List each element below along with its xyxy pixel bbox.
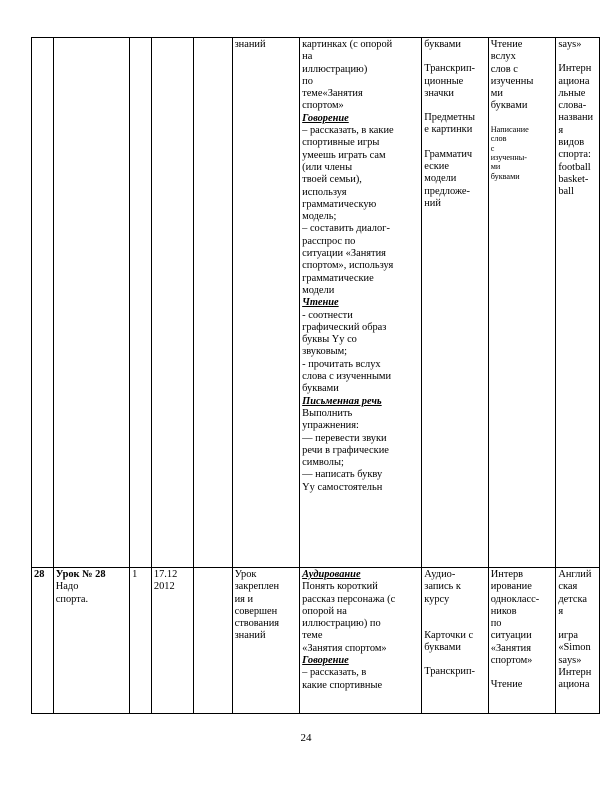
text-line: (или члены: [302, 161, 353, 173]
text-line: ия и: [234, 593, 254, 605]
extra-cell: [556, 38, 600, 568]
text-line: грамматическую: [302, 198, 377, 210]
text-line: картинках (с опорой: [302, 39, 393, 50]
text-line: Аудио-: [424, 569, 456, 580]
text-line: ми: [490, 162, 501, 172]
text-line: е картинки: [424, 124, 473, 136]
text-line: слова с изученными: [302, 371, 392, 383]
lesson-form-cell: [232, 568, 300, 714]
text-line: буквами: [424, 39, 461, 50]
extra-cell: [556, 568, 600, 714]
text-line: модель;: [302, 211, 337, 223]
text-line: рассказ персонажа (с: [302, 593, 396, 605]
text-line: 2012: [153, 581, 175, 593]
text-line: однокласс-: [490, 593, 540, 605]
lesson-form-cell: [232, 38, 300, 568]
text-line: графический образ: [302, 321, 387, 333]
lesson-plan-table: [31, 37, 600, 714]
text-line: ская: [558, 581, 578, 593]
text-line: Yy самостоятельн: [302, 481, 383, 493]
text-line: спорта:: [558, 149, 591, 161]
topic-cell: [53, 38, 129, 568]
text-line: используя: [302, 186, 347, 198]
table-row: [32, 38, 600, 568]
text-line: знаний: [234, 630, 266, 642]
line-gap: [424, 654, 486, 666]
page-number: 24: [300, 732, 312, 744]
date-cell: [151, 568, 194, 714]
text-line: курсу: [424, 593, 450, 605]
text-line: значки: [424, 87, 454, 99]
lesson-number: 28: [32, 568, 54, 714]
text-line: совершен: [234, 605, 278, 617]
text-line: я: [558, 124, 564, 136]
line-gap: [424, 100, 486, 112]
text-line: изученны: [490, 75, 534, 87]
line-gap: [424, 606, 486, 618]
text-line: – составить диалог-: [302, 223, 390, 235]
hours-value: 1: [130, 568, 152, 714]
text-line: «Занятия спортом»: [302, 642, 387, 654]
section-heading: Говорение: [302, 655, 349, 667]
text-line: Написание: [490, 124, 529, 134]
text-line: says»: [558, 654, 582, 666]
text-line: Интерн: [558, 667, 592, 679]
text-line: расспрос по: [302, 235, 356, 247]
activities-cell: [488, 38, 556, 568]
materials-cell: [422, 38, 489, 568]
text-line: Карточки с: [424, 629, 474, 641]
materials-cell: [422, 568, 489, 714]
text-line: иллюстрацию) по: [302, 618, 381, 630]
text-line: ми: [490, 88, 503, 100]
activities-cell: [488, 568, 556, 714]
text-line: буквами: [490, 100, 528, 112]
text-line: ников: [490, 605, 517, 617]
text-line: «Занятия: [490, 642, 531, 654]
text-line: слова-: [558, 100, 587, 112]
text-line: названи: [558, 112, 594, 124]
text-line: Чтение: [490, 39, 523, 50]
text-line: какие спортивные: [302, 679, 383, 691]
text-line: по: [302, 75, 313, 87]
text-line: – рассказать, в какие: [302, 125, 394, 137]
text-line: грамматические: [302, 272, 374, 284]
text-line: спортом»: [490, 655, 533, 667]
text-line: буквы Yy со: [302, 334, 357, 346]
text-line: опорой на: [302, 605, 347, 617]
text-line: Урок: [234, 569, 257, 580]
line-gap: [491, 667, 554, 679]
text-line: Надо: [55, 581, 79, 593]
text-line: модели: [424, 173, 457, 185]
lesson-title: Урок № 28: [55, 569, 106, 580]
text-line: Грамматич: [424, 148, 473, 160]
text-line: буквами: [490, 171, 520, 181]
text-line: «Simon: [558, 642, 591, 654]
text-line: с: [490, 143, 495, 153]
text-line: Англий: [558, 569, 592, 580]
text-line: игра: [558, 630, 578, 642]
line-gap: [424, 618, 486, 630]
text-line: твоей семьи),: [302, 174, 362, 186]
text-line: Транскрип-: [424, 666, 476, 678]
text-line: - соотнести: [302, 309, 353, 321]
text-line: Выполнить: [302, 407, 353, 419]
text-line: ционные: [424, 75, 464, 87]
line-gap: [424, 137, 486, 149]
text-line: – рассказать, в: [302, 667, 367, 679]
date-cell: [151, 38, 194, 568]
text-line: звуковым;: [302, 346, 348, 358]
text-line: Предметны: [424, 112, 475, 124]
text-line: — написать букву: [302, 469, 383, 481]
text-line: закреплен: [234, 581, 280, 593]
lesson-content-cell: [300, 38, 422, 568]
text-line: football: [558, 161, 591, 173]
section-heading: Аудирование: [302, 569, 361, 580]
text-line: видов: [558, 137, 585, 149]
line-gap: [558, 618, 597, 630]
line-gap: [558, 51, 597, 63]
hours-cell: [130, 38, 152, 568]
text-line: слов с: [490, 63, 518, 75]
spacer-cell: [194, 568, 232, 714]
text-line: Интерн: [558, 63, 592, 75]
topic-cell: [53, 568, 129, 714]
text-line: ациона: [558, 679, 590, 691]
text-line: речи в графические: [302, 444, 389, 456]
text-line: слов: [490, 134, 507, 144]
lesson-content-cell: [300, 568, 422, 714]
text-line: умеешь играть сам: [302, 149, 386, 161]
text-line: ний: [424, 197, 441, 209]
text-line: — перевести звуки: [302, 432, 387, 444]
text-line: спортивные игры: [302, 137, 380, 149]
table-row: [32, 568, 600, 714]
text-line: упражнения:: [302, 420, 359, 432]
text-line: 17.12: [153, 569, 178, 580]
text-line: детска: [558, 593, 588, 605]
text-line: ациона: [558, 75, 590, 87]
text-line: спортом»: [302, 100, 344, 112]
text-line: иллюстрацию): [302, 63, 368, 75]
text-line: ситуации: [490, 630, 532, 642]
text-line: теме: [302, 630, 323, 642]
text-line: по: [490, 618, 502, 630]
text-line: теме«Занятия: [302, 88, 363, 100]
text-line: я: [558, 605, 564, 617]
text-line: ирование: [490, 581, 532, 593]
number-cell: [32, 38, 54, 568]
text-line: знаний: [234, 39, 266, 50]
text-line: - прочитать вслух: [302, 358, 381, 370]
text-line: ball: [558, 186, 574, 198]
section-heading: Письменная речь: [302, 395, 382, 407]
text-line: Чтение: [490, 679, 523, 691]
text-line: basket-: [558, 173, 589, 185]
line-gap: [424, 51, 486, 63]
text-line: льные: [558, 87, 586, 99]
text-line: изученны-: [490, 153, 528, 162]
text-line: ствования: [234, 618, 280, 630]
spacer-cell: [194, 38, 232, 568]
section-heading: Говорение: [302, 112, 349, 124]
text-line: модели: [302, 284, 335, 296]
text-line: еские: [424, 161, 449, 173]
text-line: says»: [558, 39, 582, 50]
text-line: Транскрип-: [424, 63, 476, 75]
text-line: ситуации «Занятия: [302, 248, 386, 260]
text-line: вслух: [490, 51, 516, 63]
line-gap: [491, 113, 554, 125]
text-line: символы;: [302, 457, 344, 469]
text-line: буквами: [424, 642, 461, 654]
text-line: спортом», используя: [302, 260, 394, 272]
text-line: запись к: [424, 581, 461, 593]
text-line: Понять короткий: [302, 581, 378, 593]
text-line: буквами: [302, 383, 339, 395]
text-line: на: [302, 51, 313, 63]
text-line: Интерв: [490, 569, 524, 580]
text-line: предложе-: [424, 185, 471, 197]
text-line: спорта.: [55, 593, 89, 605]
section-heading: Чтение: [302, 297, 339, 309]
